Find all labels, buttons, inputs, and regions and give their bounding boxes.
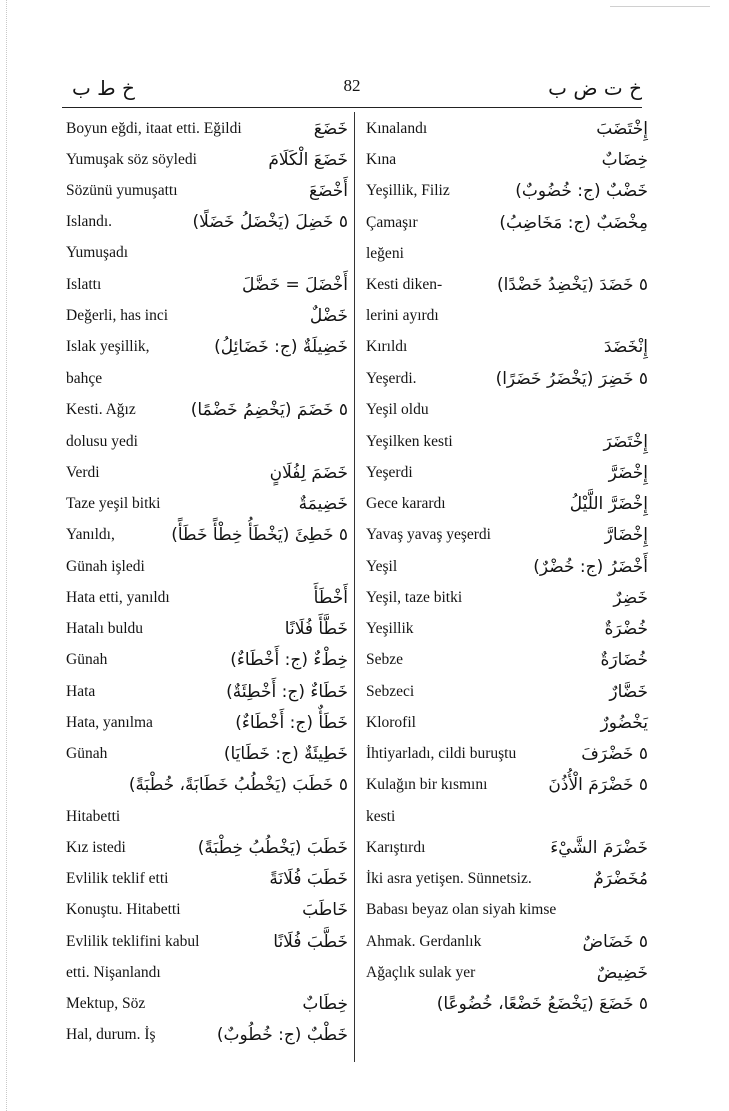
arabic-headword: ٥ خَطَبَ (يَخْطُبُ خَطَابَةً، خُطْبَةً) bbox=[128, 775, 348, 795]
arabic-headword: خَطَّأَ فُلَانًا bbox=[284, 619, 348, 639]
page-header bbox=[62, 72, 642, 108]
turkish-definition: Konuştu. Hitabetti bbox=[66, 901, 181, 918]
dictionary-entry bbox=[66, 328, 348, 358]
turkish-definition: Mektup, Söz bbox=[66, 995, 146, 1012]
turkish-definition: Hal, durum. İş bbox=[66, 1026, 156, 1043]
dictionary-entry bbox=[366, 704, 648, 734]
arabic-headword: ٥ خَضَعَ (يَخْضَعُ خَضْعًا، خُضُوعًا) bbox=[436, 994, 648, 1014]
arabic-headword: أَخْضَلَ = خَضَّلَ bbox=[241, 275, 348, 295]
arabic-headword: خَضِيضٌ bbox=[596, 963, 648, 983]
dictionary-entry bbox=[366, 297, 648, 327]
dictionary-entry bbox=[366, 610, 648, 640]
dictionary-entry bbox=[66, 297, 348, 327]
arabic-headword: إِخْتَضَرَ bbox=[603, 432, 648, 452]
turkish-definition: Evlilik teklif etti bbox=[66, 870, 169, 887]
dictionary-entry bbox=[66, 360, 348, 390]
arabic-headword: خَطَأٌ (ج: أَخْطَاءٌ) bbox=[235, 713, 348, 733]
dictionary-entry bbox=[66, 203, 348, 233]
turkish-definition: lerini ayırdı bbox=[366, 307, 439, 324]
arabic-headword: يَخْضُورٌ bbox=[600, 713, 648, 733]
turkish-definition: kesti bbox=[366, 808, 396, 825]
arabic-headword: خُضْرَةٌ bbox=[604, 619, 648, 639]
dictionary-entry bbox=[66, 110, 348, 140]
turkish-definition: Islattı bbox=[66, 276, 102, 293]
scan-edge-left bbox=[6, 0, 19, 1111]
dictionary-entry bbox=[366, 860, 648, 890]
arabic-headword: ٥ خَضْرَمَ الْأُذُنَ bbox=[548, 775, 648, 795]
dictionary-entry bbox=[66, 141, 348, 171]
arabic-headword: خَطَّبَ فُلَانًا bbox=[273, 932, 348, 952]
turkish-definition: Babası beyaz olan siyah kimse bbox=[366, 901, 557, 918]
header-left-letters: خ ط ب bbox=[72, 76, 135, 100]
arabic-headword: إِخْضَرَّ اللَّيْلُ bbox=[569, 494, 648, 514]
arabic-headword: ٥ خَضَدَ (يَخْضِدُ خَضْدًا) bbox=[496, 275, 648, 295]
arabic-headword: خِطَابٌ bbox=[302, 994, 348, 1014]
dictionary-entry bbox=[366, 423, 648, 453]
arabic-headword: ٥ خَضْرَفَ bbox=[581, 744, 648, 764]
arabic-headword: خَاطَبَ bbox=[302, 900, 348, 920]
arabic-headword: أَخْضَرُ (ج: خُضْرٌ) bbox=[533, 557, 648, 577]
dictionary-entry bbox=[66, 891, 348, 921]
dictionary-entry bbox=[66, 1016, 348, 1046]
turkish-definition: Kesti diken- bbox=[366, 276, 443, 293]
turkish-definition: Islak yeşillik, bbox=[66, 338, 150, 355]
dictionary-entry bbox=[66, 860, 348, 890]
arabic-headword: خَطَبَ فُلَانَةً bbox=[269, 869, 348, 889]
dictionary-entry bbox=[66, 579, 348, 609]
turkish-definition: Yumuşadı bbox=[66, 244, 128, 261]
turkish-definition: Kesti. Ağız bbox=[66, 401, 136, 418]
dictionary-entry bbox=[366, 485, 648, 515]
turkish-definition: Verdi bbox=[66, 464, 100, 481]
dictionary-entry bbox=[366, 204, 648, 234]
turkish-definition: Günah bbox=[66, 651, 108, 668]
arabic-headword: أَخْطَأَ bbox=[313, 588, 348, 608]
dictionary-entry bbox=[366, 923, 648, 953]
turkish-definition: Gece karardı bbox=[366, 495, 446, 512]
arabic-headword: خَضَعَ الْكَلَامَ bbox=[268, 150, 348, 170]
turkish-definition: Hata, yanılma bbox=[66, 714, 153, 731]
dictionary-entry bbox=[66, 516, 348, 546]
turkish-definition: Sözünü yumuşattı bbox=[66, 182, 178, 199]
dictionary-entry bbox=[366, 735, 648, 765]
turkish-definition: Evlilik teklifini kabul bbox=[66, 933, 200, 950]
turkish-definition: Değerli, has inci bbox=[66, 307, 169, 324]
dictionary-entry bbox=[66, 766, 348, 796]
arabic-headword: ٥ خَضَمَ (يَخْضِمُ خَضْمًا) bbox=[190, 400, 348, 420]
dictionary-entry bbox=[66, 798, 348, 828]
dictionary-entry bbox=[366, 766, 648, 796]
arabic-headword: خَطِيئَةٌ (ج: خَطَايَا) bbox=[223, 744, 348, 764]
arabic-headword: إِخْضَرَّ bbox=[608, 463, 648, 483]
turkish-definition: Klorofil bbox=[366, 714, 416, 731]
dictionary-entry bbox=[66, 172, 348, 202]
turkish-definition: Yeşerdi bbox=[366, 464, 413, 481]
turkish-definition: Çamaşır bbox=[366, 214, 418, 231]
dictionary-entry bbox=[66, 985, 348, 1015]
dictionary-entry bbox=[366, 391, 648, 421]
arabic-headword: مُخَضْرَمٌ bbox=[593, 869, 648, 889]
turkish-definition: Ahmak. Gerdanlık bbox=[366, 933, 482, 950]
turkish-definition: Hata bbox=[66, 683, 96, 700]
arabic-headword: ٥ خَطِئَ (يَخْطَأُ خِطْأً خَطَأً) bbox=[171, 525, 348, 545]
dictionary-entry bbox=[366, 110, 648, 140]
dictionary-entry bbox=[366, 360, 648, 390]
dictionary-entry bbox=[366, 454, 648, 484]
dictionary-entry bbox=[66, 234, 348, 264]
turkish-definition: Hata etti, yanıldı bbox=[66, 589, 170, 606]
arabic-headword: أَخْضَعَ bbox=[308, 181, 348, 201]
arabic-headword: إِخْضَارَّ bbox=[604, 525, 648, 545]
arabic-headword: خَضِيلَةٌ (ج: خَضَائِلُ) bbox=[214, 337, 348, 357]
turkish-definition: Sebze bbox=[366, 651, 404, 668]
turkish-definition: Yeşillik, Filiz bbox=[366, 182, 450, 199]
dictionary-entry bbox=[66, 548, 348, 578]
turkish-definition: Karıştırdı bbox=[366, 839, 426, 856]
dictionary-entry bbox=[66, 391, 348, 421]
turkish-definition: Günah bbox=[66, 745, 108, 762]
arabic-headword: إِنْخَضَدَ bbox=[603, 337, 648, 357]
dictionary-entry bbox=[366, 891, 648, 921]
dictionary-entry bbox=[66, 829, 348, 859]
arabic-headword: خَضْرَمَ الشَّيْءَ bbox=[550, 838, 648, 858]
turkish-definition: leğeni bbox=[366, 245, 404, 262]
dictionary-entry bbox=[66, 266, 348, 296]
turkish-definition: Yumuşak söz söyledi bbox=[66, 151, 197, 168]
dictionary-entry bbox=[366, 641, 648, 671]
arabic-headword: خَضَّارٌ bbox=[609, 682, 648, 702]
dictionary-entry bbox=[66, 673, 348, 703]
dictionary-entry bbox=[366, 985, 648, 1015]
turkish-definition: Yavaş yavaş yeşerdi bbox=[366, 526, 491, 543]
column-divider bbox=[354, 112, 355, 1062]
dictionary-entry bbox=[66, 423, 348, 453]
turkish-definition: Ağaçlık sulak yer bbox=[366, 964, 476, 981]
arabic-headword: خَضِيمَةٌ bbox=[298, 494, 348, 514]
turkish-definition: Yanıldı, bbox=[66, 526, 115, 543]
arabic-headword: خِضَابٌ bbox=[601, 150, 648, 170]
arabic-headword: خِطْءٌ (ج: أَخْطَاءٌ) bbox=[230, 650, 348, 670]
arabic-headword: مِخْضَبٌ (ج: مَخَاضِبُ) bbox=[499, 213, 648, 233]
turkish-definition: İki asra yetişen. Sünnetsiz. bbox=[366, 870, 532, 887]
turkish-definition: etti. Nişanlandı bbox=[66, 964, 161, 981]
arabic-headword: خَطْبٌ (ج: خُطُوبٌ) bbox=[216, 1025, 348, 1045]
dictionary-entry bbox=[66, 954, 348, 984]
dictionary-entry bbox=[66, 704, 348, 734]
header-rule bbox=[62, 107, 642, 108]
page-number: 82 bbox=[343, 76, 361, 95]
dictionary-entry bbox=[366, 954, 648, 984]
arabic-headword: خَضَعَ bbox=[313, 119, 348, 139]
arabic-headword: إِخْتَضَبَ bbox=[596, 119, 648, 139]
arabic-headword: خَضْلٌ bbox=[309, 306, 348, 326]
dictionary-entry bbox=[366, 548, 648, 578]
dictionary-entry bbox=[366, 172, 648, 202]
turkish-definition: Yeşerdi. bbox=[366, 370, 417, 387]
turkish-definition: Hitabetti bbox=[66, 808, 121, 825]
dictionary-entry bbox=[366, 516, 648, 546]
arabic-headword: خَضَمَ لِفُلَانٍ bbox=[269, 463, 348, 483]
turkish-definition: Sebzeci bbox=[366, 683, 415, 700]
dictionary-entry bbox=[366, 328, 648, 358]
dictionary-entry bbox=[66, 610, 348, 640]
arabic-headword: ٥ خَضِلَ (يَخْضَلُ خَضَلًا) bbox=[192, 212, 348, 232]
dictionary-entry bbox=[66, 485, 348, 515]
dictionary-entry bbox=[366, 829, 648, 859]
dictionary-entry bbox=[366, 141, 648, 171]
turkish-definition: Yeşil, taze bitki bbox=[366, 589, 463, 606]
dictionary-entry bbox=[366, 673, 648, 703]
turkish-definition: İhtiyarladı, cildi buruştu bbox=[366, 745, 517, 762]
arabic-headword: خُضَارَةٌ bbox=[600, 650, 648, 670]
arabic-headword: خَضِرٌ bbox=[613, 588, 648, 608]
dictionary-entry bbox=[366, 266, 648, 296]
turkish-definition: Taze yeşil bitki bbox=[66, 495, 161, 512]
arabic-headword: خَضْبٌ (ج: خُضُوبٌ) bbox=[515, 181, 648, 201]
dictionary-entry bbox=[66, 641, 348, 671]
turkish-definition: Kulağın bir kısmını bbox=[366, 776, 488, 793]
dictionary-entry bbox=[66, 735, 348, 765]
dictionary-entry bbox=[366, 235, 648, 265]
dictionary-entry bbox=[366, 798, 648, 828]
turkish-definition: Boyun eğdi, itaat etti. Eğildi bbox=[66, 120, 242, 137]
turkish-definition: Günah işledi bbox=[66, 558, 145, 575]
turkish-definition: Yeşillik bbox=[366, 620, 414, 637]
header-right-letters: خ ت ض ب bbox=[548, 76, 642, 100]
arabic-headword: ٥ خَضَاضٌ bbox=[582, 932, 648, 952]
turkish-definition: dolusu yedi bbox=[66, 433, 138, 450]
turkish-definition: Islandı. bbox=[66, 213, 113, 230]
turkish-definition: Kırıldı bbox=[366, 338, 408, 355]
turkish-definition: bahçe bbox=[66, 370, 103, 387]
arabic-headword: خَطَاءٌ (ج: أَخْطِئَةٌ) bbox=[226, 682, 348, 702]
dictionary-entry bbox=[66, 454, 348, 484]
turkish-definition: Yeşil bbox=[366, 558, 398, 575]
dictionary-entry bbox=[366, 579, 648, 609]
turkish-definition: Kız istedi bbox=[66, 839, 126, 856]
scan-edge-top bbox=[610, 6, 710, 9]
arabic-headword: ٥ خَضِرَ (يَخْضَرُ خَضَرًا) bbox=[495, 369, 648, 389]
turkish-definition: Yeşil oldu bbox=[366, 401, 429, 418]
turkish-definition: Kınalandı bbox=[366, 120, 428, 137]
turkish-definition: Kına bbox=[366, 151, 397, 168]
turkish-definition: Yeşilken kesti bbox=[366, 433, 453, 450]
dictionary-entry bbox=[66, 923, 348, 953]
turkish-definition: Hatalı buldu bbox=[66, 620, 144, 637]
arabic-headword: خَطَبَ (يَخْطُبُ خِطْبَةً) bbox=[197, 838, 348, 858]
